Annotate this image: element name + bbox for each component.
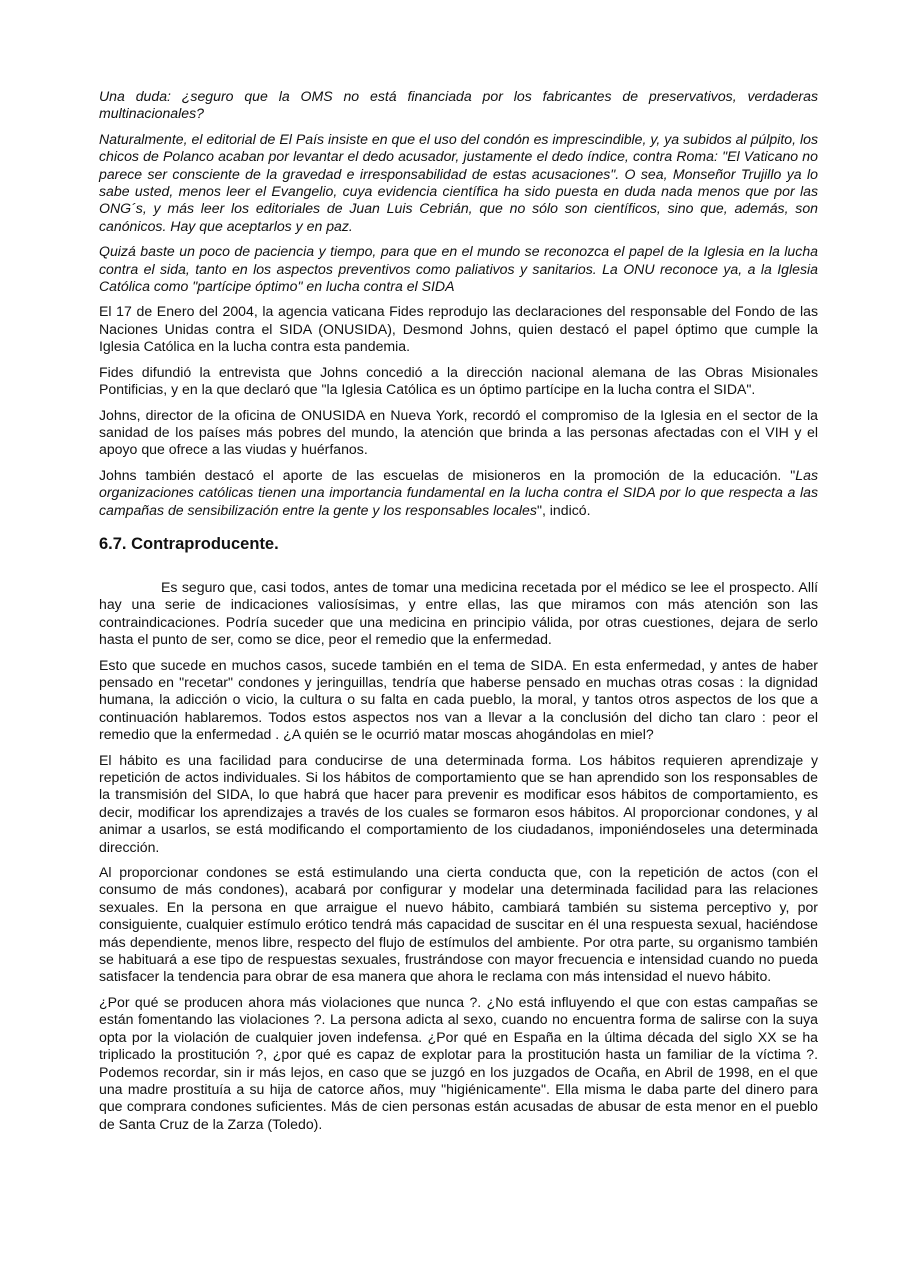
paragraph-johns-missionary-schools — [99, 467, 818, 519]
paragraph-condom-conduct: Al proporcionar condones se está estimulando una cierta conducta que, con la repetición de actos (con el consumo de más condones), acabará por configurar y modelar una determinada facilidad para las relaciones sexuales. En la persona en que arraigue el nuevo hábito, cambiará también su sistema perceptivo y, por consiguiente, cualquier estímulo erótico tendrá más capacidad de suscitar en él una respuesta sexual, haciéndose más dependiente, menos libre, respecto del flujo de estímulos del ambiente. Por otra parte, su organismo también se habituará a ese tipo de respuestas sexuales, frustrándose con mayor frecuencia e intensidad cuando no pueda satisfacer la tendencia para obrar de esa manera que ahora le reclama con más intensidad el nuevo hábito. — [99, 864, 818, 985]
johns-quote-text: Las organizaciones católicas tienen una importancia fundamental en la lucha contra el SIDA por lo que respecta a las campañas de sensibilización entre la gente y los responsables locales — [99, 466, 818, 518]
johns-lead-text: Johns también destacó el aporte de las escuelas de misioneros en la promoción de la educación. " — [99, 466, 796, 483]
paragraph-johns-director: Johns, director de la oficina de ONUSIDA en Nueva York, recordó el compromiso de la Iglesia en el sector de la sanidad de los países más pobres del mundo, la atención que brinda a las personas afectadas con el VIH y el apoyo que ofrece a las viudas y huérfanos. — [99, 406, 818, 458]
paragraph-violations-question: ¿Por qué se producen ahora más violaciones que nunca ?. ¿No está influyendo el que con estas campañas se están fomentando las violaciones ?. La persona adicta al sexo, cuando no encuentra forma de salirse con la suya opta por la violación de cualquier joven indefensa. ¿Por qué en España en la última década del siglo XX se ha triplicado la prostitución ?, ¿por qué es capaz de explotar para la prostitución hasta un familiar de la víctima ?. Podemos recordar, sin ir más lejos, en caso que se juzgó en los juzgados de Ocaña, en Abril de 1998, en el que una madre prostituía a su hija de catorce años, muy "higiénicamente". Ella misma le daba parte del dinero para que comprara condones suficientes. Más de cien personas están acusadas de abusar de esta menor en el pueblo de Santa Cruz de la Zarza (Toledo). — [99, 993, 818, 1132]
paragraph-habit-definition: El hábito es una facilidad para conducirse de una determinada forma. Los hábitos requieren aprendizaje y repetición de actos individuales. Si los hábitos de comportamiento que se han aprendido son los responsables de la transmisión del SIDA, lo que habrá que hacer para prevenir es modificar esos hábitos de comportamiento, es decir, modificar los aprendizajes a través de los cuales se formaron esos hábitos. Al proporcionar condones, y al animar a usarlos, se está modificando el comportamiento de los ciudadanos, imponiéndoseles una determinada dirección. — [99, 751, 818, 855]
document-page — [99, 88, 818, 1141]
paragraph-el-pais-editorial: Naturalmente, el editorial de El País insiste en que el uso del condón es imprescindible, y, ya subidos al púlpito, los chicos de Polanco acaban por levantar el dedo acusador, justamente el dedo índice, contra Roma: "El Vaticano no parece ser consciente de la gravedad e irresponsabilidad de estas acusaciones". O sea, Monseñor Trujillo ya lo sabe usted, menos leer el Evangelio, cuya evidencia científica ha sido puesta en duda nada menos que por las ONG´s, y más leer los editoriales de Juan Luis Cebrián, que no sólo son científicos, sino que, además, son canónicos. Hay que aceptarlos y en paz. — [99, 130, 818, 234]
paragraph-oms-question: Una duda: ¿seguro que la OMS no está financiada por los fabricantes de preservativos, verdaderas multinacionales? — [99, 88, 818, 122]
paragraph-fides-declarations: El 17 de Enero del 2004, la agencia vaticana Fides reprodujo las declaraciones del responsable del Fondo de las Naciones Unidas contra el SIDA (ONUSIDA), Desmond Johns, quien destacó el papel óptimo que cumple la Iglesia Católica en la lucha contra esta pandemia. — [99, 303, 818, 355]
paragraph-medicine-prospect: Es seguro que, casi todos, antes de tomar una medicina recetada por el médico se lee el prospecto. Allí hay una serie de indicaciones valiosísimas, y entre ellas, las que miramos con más atención son las contraindicaciones. Podría suceder que una medicina en principio válida, por otras cuestiones, dejara de serlo hasta el punto de ser, como se dice, peor el remedio que la enfermedad. — [99, 578, 818, 648]
paragraph-onu-recognition: Quizá baste un poco de paciencia y tiempo, para que en el mundo se reconozca el papel de la Iglesia en la lucha contra el sida, tanto en los aspectos preventivos como paliativos y sanitarios. La ONU reconoce ya, a la Iglesia Católica como "partícipe óptimo" en lucha contra el SIDA — [99, 243, 818, 295]
paragraph-sida-remedy: Esto que sucede en muchos casos, sucede también en el tema de SIDA. En esta enfermedad, y antes de haber pensado en "recetar" condones y jeringuillas, tendría que haberse pensado en muchas otras cosas : la dignidad humana, la adicción o vicio, la cultura o su falta en cada pueblo, la moral, y tantos otros aspectos de los que a continuación hablaremos. Todos estos aspectos nos van a llevar a la conclusión del dicho tan claro : peor el remedio que la enfermedad . ¿A quién se le ocurrió matar moscas ahogándolas en miel? — [99, 656, 818, 743]
paragraph-fides-interview: Fides difundió la entrevista que Johns concedió a la dirección nacional alemana de las Obras Misionales Pontificias, y en la que declaró que "la Iglesia Católica es un óptimo partícipe en la lucha contra el SIDA". — [99, 363, 818, 398]
section-heading: 6.7. Contraproducente. — [99, 534, 279, 553]
johns-tail-text: ", indicó. — [536, 501, 591, 518]
